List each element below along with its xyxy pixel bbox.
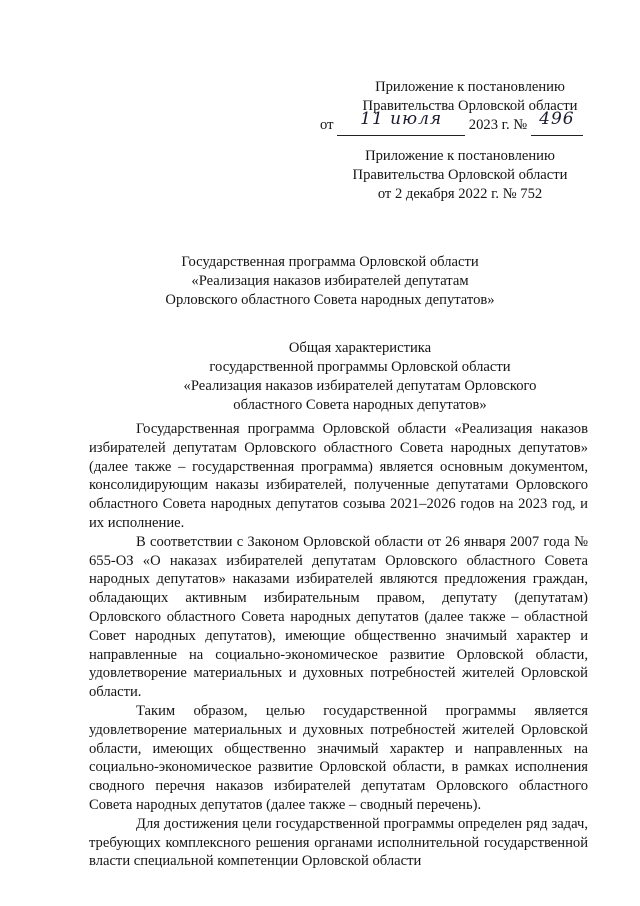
body-text: [89, 420, 588, 871]
paragraph: Таким образом, целью государственной программы является удовлетворение материальных и духовных потребностей жителей Орловской области, имеющих общественно значимый характер и направленных на социально-экономическое развитие Орловской области, в рамках исполнения сводного перечня наказов избирателей депутатам Орловского областного Совета народных депутатов (далее также – сводный перечень).: [89, 702, 588, 813]
program-title-line1: Государственная программа Орловской области: [181, 254, 479, 270]
section-title: [160, 339, 560, 415]
section-title-line2: государственной программы Орловской области: [209, 359, 511, 375]
appendix-previous-line1: Приложение к постановлению: [365, 148, 555, 164]
section-title-line1: Общая характеристика: [288, 340, 432, 356]
appendix-current-line1: Приложение к постановлению: [375, 79, 565, 95]
date-prefix: от: [320, 117, 334, 133]
appendix-previous: [300, 147, 620, 204]
handwritten-number-text: 496: [539, 109, 575, 129]
handwritten-number: [531, 109, 583, 136]
appendix-current-line2: Правительства Орловской области: [362, 98, 578, 114]
paragraph: В соответствии с Законом Орловской области от 26 января 2007 года № 655-ОЗ «О наказах избирателей депутатам Орловского областного Совета народных депутатов» наказами избирателей являются предложения граждан, обладающих активным избирательным правом, депутату (депутатам) Орловского областного Совета народных депутатов (далее также – областной Совет народных депутатов), имеющие общественно значимый характер и направленные на социально-экономическое развитие Орловской области, удовлетворение материальных и духовных потребностей жителей Орловской области.: [89, 533, 588, 701]
program-title-line3: Орловского областного Совета народных депутатов»: [165, 292, 495, 308]
program-title: [120, 253, 540, 310]
paragraph: Для достижения цели государственной программы определен ряд задач, требующих комплексного решения органами исполнительной государственной власти специальной компетенции Орловской области: [89, 815, 588, 870]
handwritten-date: [337, 109, 465, 136]
appendix-current: [310, 78, 630, 136]
appendix-previous-line3: от 2 декабря 2022 г. № 752: [377, 186, 543, 202]
date-year: 2023 г. №: [468, 117, 528, 133]
appendix-date-line: [320, 109, 640, 136]
section-title-line3: «Реализация наказов избирателей депутатам Орловского: [183, 378, 537, 394]
appendix-previous-line2: Правительства Орловской области: [352, 167, 568, 183]
program-title-line2: «Реализация наказов избирателей депутатам: [191, 273, 469, 289]
section-title-line4: областного Совета народных депутатов»: [233, 397, 487, 413]
paragraph: Государственная программа Орловской области «Реализация наказов избирателей депутатам Орловского областного Совета народных депутатов» (далее также – государственная программа) является основным документом, консолидирующим наказы избирателей, полученные депутатами Орловского областного Совета народных депутатов созыва 2021–2026 годов на 2023 год, и их исполнение.: [89, 421, 588, 531]
handwritten-date-text: 11 июля: [360, 109, 443, 129]
